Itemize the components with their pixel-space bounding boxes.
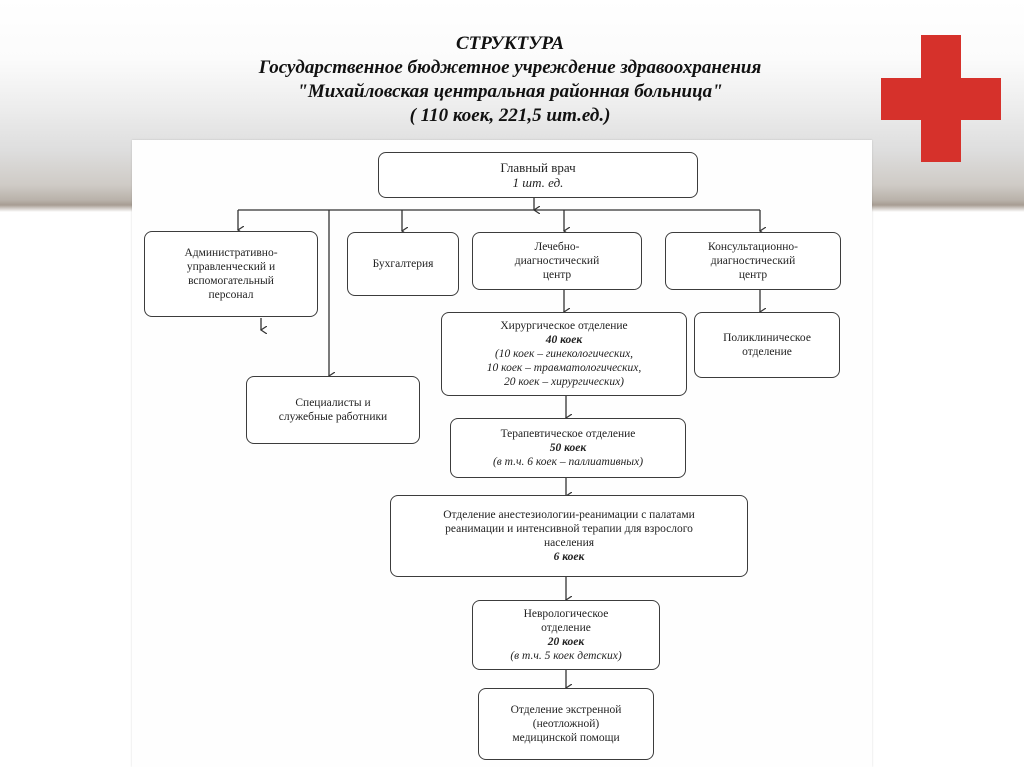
- neurology-dept-detail: (в т.ч. 5 коек детских): [510, 650, 622, 662]
- kdc-title: Консультационно- диагностический центр: [708, 241, 798, 281]
- specialists-title: Специалисты и служебные работники: [278, 397, 388, 423]
- chief-doctor-units: 1 шт. ед.: [512, 175, 564, 190]
- therapy-dept-beds: 50 коек: [549, 442, 587, 454]
- surgical-dept-box[interactable]: [441, 312, 687, 396]
- surgical-dept-beds: 40 коек: [545, 334, 583, 346]
- kdc-box[interactable]: [665, 232, 841, 290]
- emergency-dept-title: Отделение экстренной (неотложной) медицинской помощи: [510, 704, 622, 744]
- heading-line-2: Государственное бюджетное учреждение здравоохранения: [258, 57, 762, 78]
- therapy-dept-box[interactable]: [450, 418, 686, 478]
- chief-doctor-title: Главный врач: [500, 160, 576, 175]
- accounting-title: Бухгалтерия: [372, 258, 434, 270]
- ldc-title: Лечебно- диагностический центр: [514, 241, 600, 281]
- chief-doctor-box[interactable]: [378, 152, 698, 198]
- emergency-dept-box[interactable]: [478, 688, 654, 760]
- heading-line-4: ( 110 коек, 221,5 шт.ед.): [409, 105, 611, 126]
- specialists-box[interactable]: [246, 376, 420, 444]
- surgical-dept-title: Хирургическое отделение: [500, 320, 628, 332]
- org-chart: [132, 140, 872, 767]
- polyclinic-title: Поликлиническое отделение: [723, 332, 811, 358]
- accounting-box[interactable]: [347, 232, 459, 296]
- therapy-dept-title: Терапевтическое отделение: [500, 428, 636, 440]
- heading-line-3: "Михайловская центральная районная больница": [297, 81, 723, 102]
- heading: [160, 32, 860, 128]
- anesthesiology-dept-title: Отделение анестезиологии-реанимации с палатами реанимации и интенсивной терапии для взрослого населения: [443, 509, 695, 549]
- neurology-dept-beds: 20 коек: [547, 636, 585, 648]
- red-cross-horizontal: [881, 78, 1001, 120]
- heading-line-1: СТРУКТУРА: [455, 33, 565, 54]
- ldc-box[interactable]: [472, 232, 642, 290]
- neurology-dept-title: Неврологическое отделение: [523, 608, 609, 634]
- admin-staff-box[interactable]: [144, 231, 318, 317]
- polyclinic-box[interactable]: [694, 312, 840, 378]
- surgical-dept-detail: (10 коек – гинекологических, 10 коек – травматологических, 20 коек – хирургических): [486, 348, 642, 388]
- anesthesiology-dept-box[interactable]: [390, 495, 748, 577]
- anesthesiology-dept-beds: 6 коек: [553, 551, 585, 563]
- neurology-dept-box[interactable]: [472, 600, 660, 670]
- therapy-dept-detail: (в т.ч. 6 коек – паллиативных): [492, 456, 644, 468]
- admin-staff-title: Административно- управленческий и вспомогательный персонал: [184, 247, 278, 301]
